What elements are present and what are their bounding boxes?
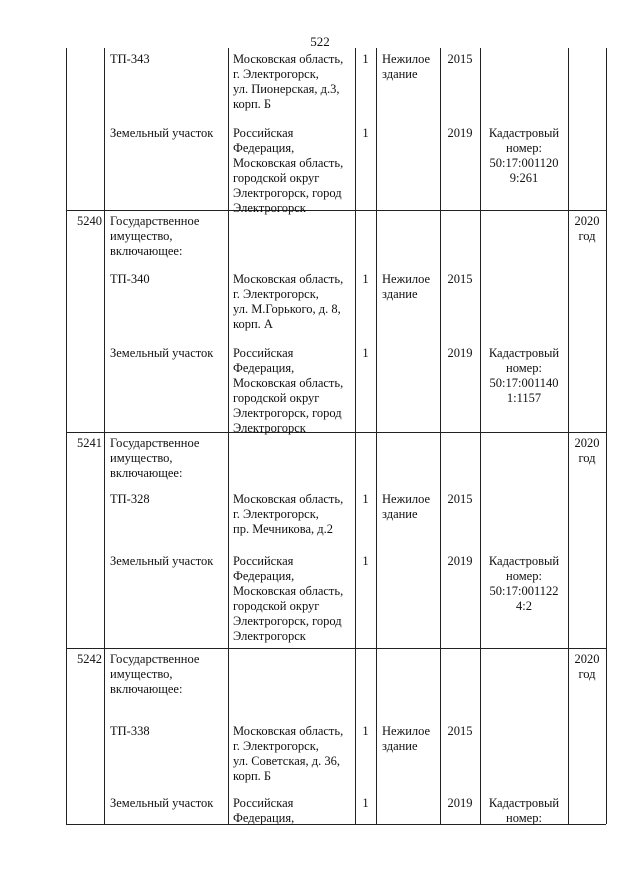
entry-term: 2020 год	[574, 436, 600, 465]
item-quantity: 1	[362, 724, 369, 738]
item-year: 2015	[447, 272, 473, 286]
item-year: 2019	[447, 554, 473, 568]
column-rule-8	[606, 48, 607, 824]
item-address: Московская область, г. Электрогорск, пр. Мечникова, д.2	[233, 492, 344, 536]
item-address: Московская область, г. Электрогорск, ул. Советская, д. 36, корп. Б	[233, 724, 344, 783]
item-address: Московская область, г. Электрогорск, ул. Пионерская, д.3, корп. Б	[233, 52, 344, 111]
item-name: Земельный участок	[110, 554, 214, 568]
item-year: 2015	[447, 52, 473, 66]
item-address: Российская Федерация, Московская область, городской округ Электрогорск, город Электрогорск	[233, 126, 344, 215]
item-name: ТП-340	[110, 272, 150, 286]
column-rule-1	[104, 48, 105, 824]
row-rule-2	[66, 648, 606, 649]
entry-number: 5241	[77, 436, 102, 450]
entry-number: 5242	[77, 652, 102, 666]
column-rule-5	[440, 48, 441, 824]
entry-term: 2020 год	[574, 214, 600, 243]
item-cadastral-note: Кадастровый номер: 50:17:001122 4:2	[488, 554, 560, 613]
item-name: ТП-338	[110, 724, 150, 738]
item-name: Земельный участок	[110, 346, 214, 360]
entry-number: 5240	[77, 214, 102, 228]
item-name: Земельный участок	[110, 126, 214, 140]
item-cadastral-note: Кадастровый номер:	[488, 796, 560, 825]
item-year: 2019	[447, 126, 473, 140]
entry-header: Государственное имущество, включающее:	[110, 214, 200, 258]
column-rule-4	[376, 48, 377, 824]
entry-term: 2020 год	[574, 652, 600, 681]
column-rule-7	[568, 48, 569, 824]
item-quantity: 1	[362, 272, 369, 286]
entry-header: Государственное имущество, включающее:	[110, 436, 200, 480]
item-type: Нежилое здание	[382, 492, 431, 521]
item-address: Московская область, г. Электрогорск, ул. М.Горького, д. 8, корп. А	[233, 272, 344, 331]
item-address: Российская Федерация,	[233, 796, 295, 825]
item-quantity: 1	[362, 492, 369, 506]
entry-header: Государственное имущество, включающее:	[110, 652, 200, 696]
column-rule-0	[66, 48, 67, 824]
item-address: Российская Федерация, Московская область, городской округ Электрогорск, город Электрогорск	[233, 554, 344, 643]
column-rule-3	[355, 48, 356, 824]
item-address: Российская Федерация, Московская область, городской округ Электрогорск, город Электрогорск	[233, 346, 344, 435]
item-cadastral-note: Кадастровый номер: 50:17:001140 1:1157	[488, 346, 560, 405]
item-year: 2015	[447, 724, 473, 738]
item-quantity: 1	[362, 52, 369, 66]
page-number: 522	[310, 34, 330, 49]
item-type: Нежилое здание	[382, 272, 431, 301]
item-quantity: 1	[362, 346, 369, 360]
column-rule-2	[228, 48, 229, 824]
item-type: Нежилое здание	[382, 52, 431, 81]
item-name: ТП-343	[110, 52, 150, 66]
item-quantity: 1	[362, 126, 369, 140]
item-year: 2019	[447, 796, 473, 810]
item-quantity: 1	[362, 554, 369, 568]
item-name: Земельный участок	[110, 796, 214, 810]
item-cadastral-note: Кадастровый номер: 50:17:001120 9:261	[488, 126, 560, 185]
item-type: Нежилое здание	[382, 724, 431, 753]
item-year: 2019	[447, 346, 473, 360]
item-year: 2015	[447, 492, 473, 506]
item-quantity: 1	[362, 796, 369, 810]
item-name: ТП-328	[110, 492, 150, 506]
